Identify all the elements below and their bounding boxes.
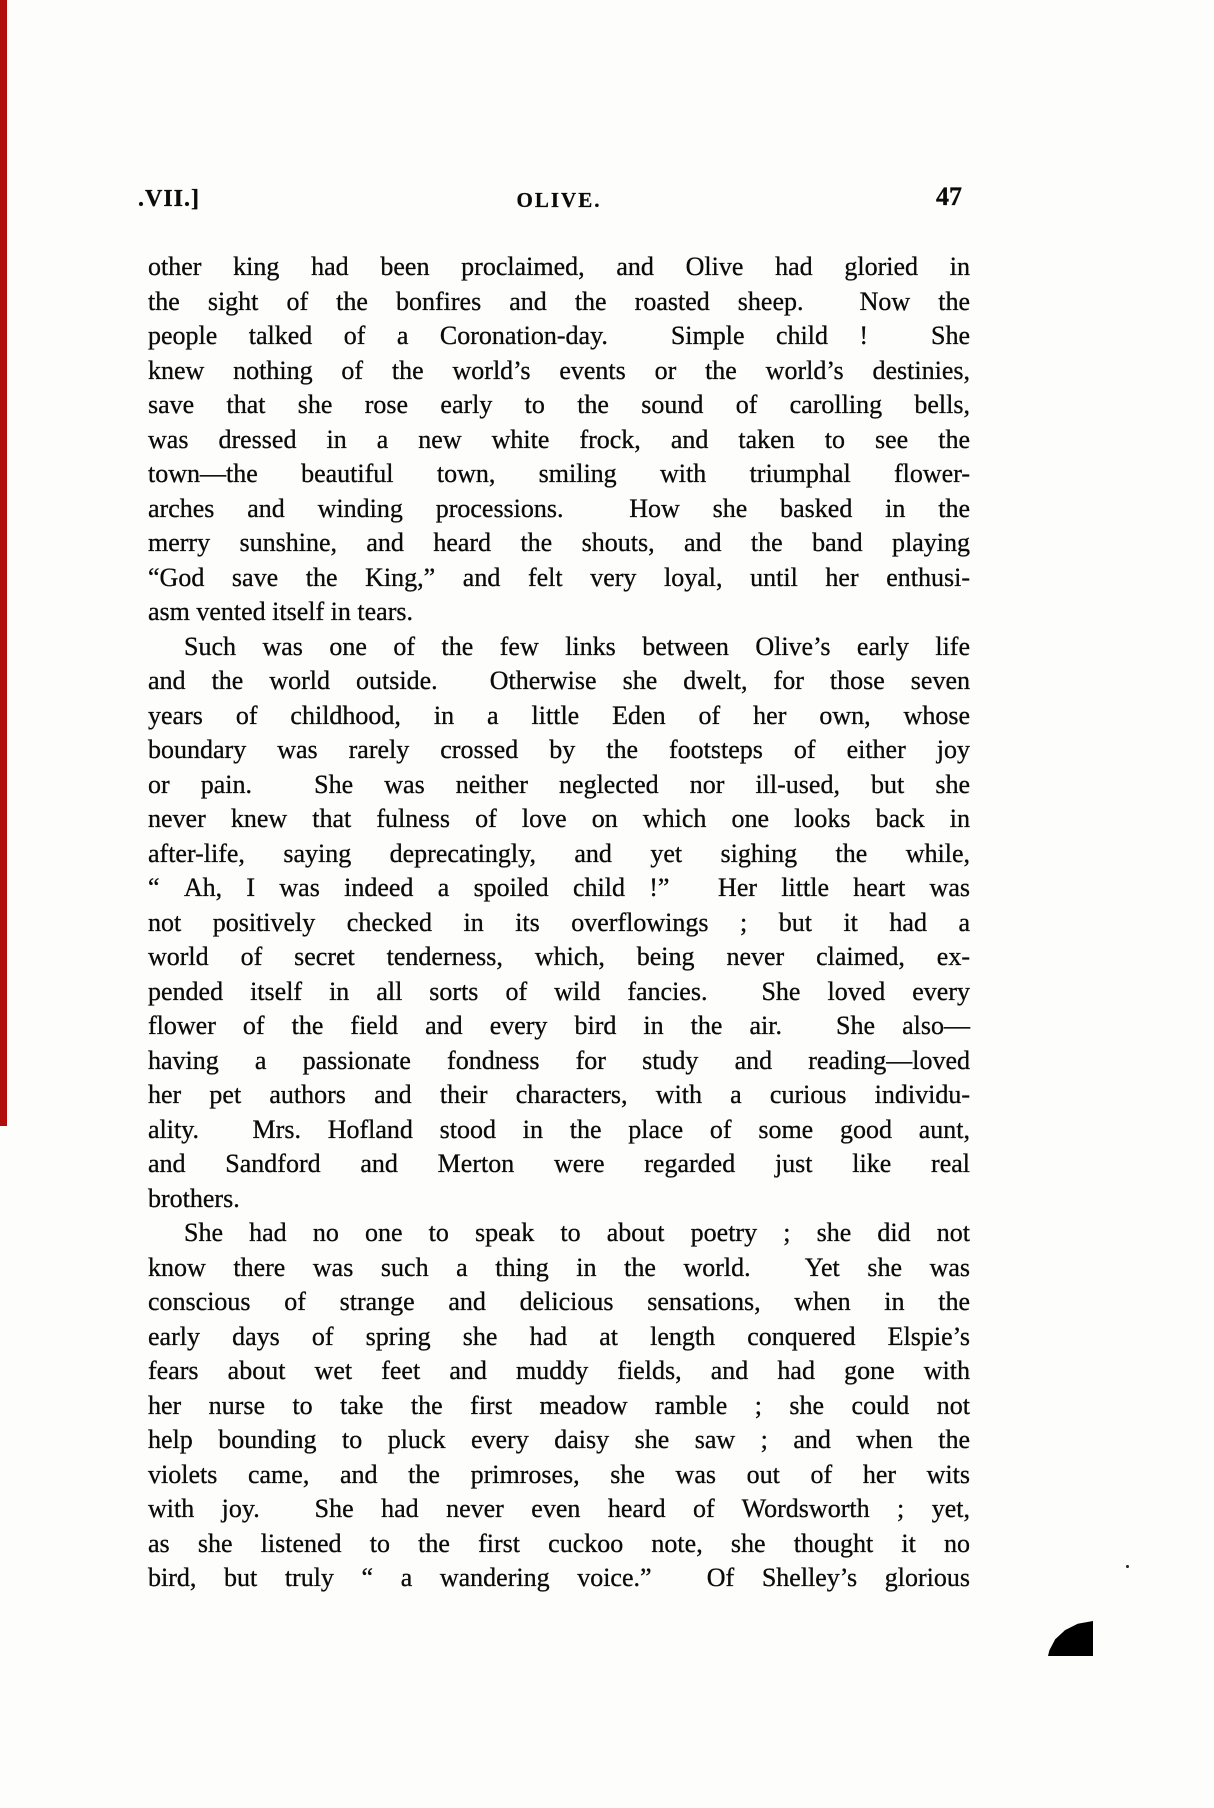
text-line: flower of the field and every bird in the air. She also— (148, 1011, 970, 1040)
text-line: brothers. (148, 1183, 240, 1213)
text-line: other king had been proclaimed, and Olive had gloried in (148, 252, 970, 281)
text-line: or pain. She was neither neglected nor ill-used, but she (148, 769, 970, 799)
text-line: help bounding to pluck every daisy she saw ; and when the (148, 1425, 970, 1454)
text-line: was dressed in a new white frock, and taken to see the (148, 424, 970, 454)
text-line: asm vented itself in tears. (148, 597, 413, 626)
text-line: “ Ah, I was indeed a spoiled child !” Her little heart was (148, 873, 970, 902)
text-line: knew nothing of the world’s events or the world’s destinies, (148, 355, 970, 385)
text-line: arches and winding processions. How she basked in the (148, 493, 970, 523)
page-number: 47 (936, 182, 962, 211)
running-title: OLIVE. (516, 188, 602, 212)
text-line: early days of spring she had at length conquered Elspie’s (148, 1321, 970, 1351)
text-line: as she listened to the first cuckoo note, she thought it no (148, 1528, 970, 1558)
text-line: boundary was rarely crossed by the footsteps of either joy (148, 735, 970, 764)
scan-edge-stripe (0, 0, 7, 1126)
text-line: pended itself in all sorts of wild fancies. She loved every (148, 976, 970, 1006)
ink-blot (1048, 1621, 1093, 1656)
text-line: not positively checked in its overflowings ; but it had a (148, 907, 970, 937)
page-header (138, 182, 970, 220)
text-line: and Sandford and Merton were regarded just like real (148, 1149, 970, 1178)
text-line: with joy. She had never even heard of Wordsworth ; yet, (148, 1494, 970, 1523)
chapter-marker: .VII.] (138, 186, 201, 212)
text-line: after-life, saying deprecatingly, and yet sighing the while, (148, 838, 970, 868)
paragraph (148, 1216, 970, 1596)
text-line: conscious of strange and delicious sensations, when in the (148, 1287, 970, 1316)
text-line: years of childhood, in a little Eden of her own, whose (148, 700, 970, 730)
text-line: ality. Mrs. Hofland stood in the place of some good aunt, (148, 1114, 970, 1144)
text-line: fears about wet feet and muddy fields, and had gone with (148, 1356, 970, 1385)
text-line: people talked of a Coronation-day. Simple child ! She (148, 321, 970, 350)
text-line: her nurse to take the first meadow ramble ; she could not (148, 1390, 970, 1420)
paragraph (148, 250, 970, 630)
text-line: world of secret tenderness, which, being never claimed, ex- (148, 942, 970, 971)
text-line: “God save the King,” and felt very loyal, until her enthusi- (148, 562, 970, 592)
paragraph (148, 630, 970, 1217)
text-line: She had no one to speak to about poetry ; she did not (184, 1218, 970, 1247)
text-line: know there was such a thing in the world. Yet she was (148, 1252, 970, 1282)
text-line: bird, but truly “ a wandering voice.” Of Shelley’s glorious (148, 1563, 970, 1592)
text-line: and the world outside. Otherwise she dwelt, for those seven (148, 666, 970, 695)
text-line: having a passionate fondness for study and reading—loved (148, 1045, 970, 1075)
text-line: town—the beautiful town, smiling with triumphal flower- (148, 459, 970, 488)
text-line: violets came, and the primroses, she was out of her wits (148, 1459, 970, 1489)
text-line: save that she rose early to the sound of carolling bells, (148, 390, 970, 419)
text-line: the sight of the bonfires and the roasted sheep. Now the (148, 286, 970, 316)
text-block (148, 250, 970, 1596)
ink-speck (1126, 1565, 1129, 1568)
text-line: merry sunshine, and heard the shouts, and the band playing (148, 528, 970, 557)
text-line: never knew that fulness of love on which one looks back in (148, 804, 970, 833)
text-line: her pet authors and their characters, with a curious individu- (148, 1080, 970, 1109)
text-line: Such was one of the few links between Olive’s early life (184, 631, 970, 661)
